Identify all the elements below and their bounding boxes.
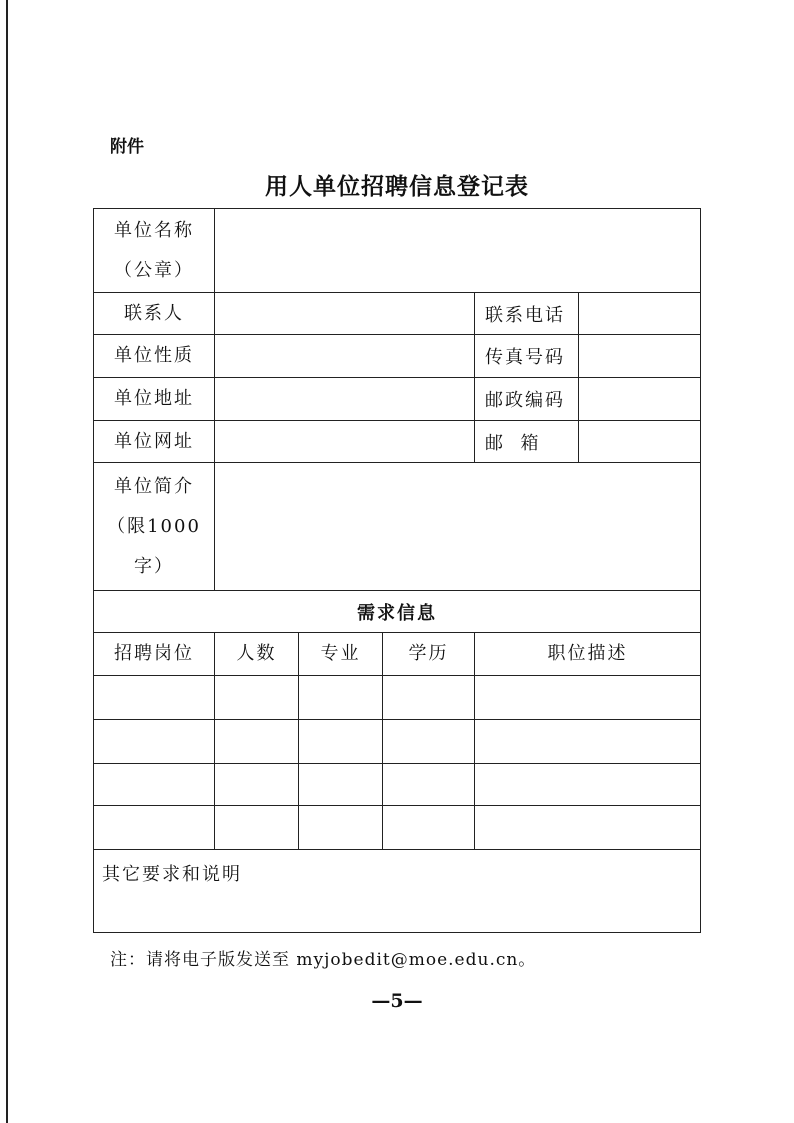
unit-nature-label: 单位性质 <box>94 335 215 378</box>
headcount-cell[interactable] <box>215 676 299 720</box>
row-demand-section <box>94 591 701 633</box>
headcount-cell[interactable] <box>215 720 299 764</box>
col-header-headcount: 人数 <box>215 633 299 676</box>
education-cell[interactable] <box>383 764 475 806</box>
major-cell[interactable] <box>299 720 383 764</box>
remarks-field[interactable] <box>94 850 701 933</box>
unit-name-seal-label: （公章） <box>114 259 194 281</box>
email-label: 邮 箱 <box>475 421 579 463</box>
major-cell[interactable] <box>299 806 383 850</box>
registration-form-table <box>93 208 701 933</box>
contact-person-field[interactable] <box>215 293 475 335</box>
unit-nature-field[interactable] <box>215 335 475 378</box>
contact-phone-label: 联系电话 <box>475 293 579 335</box>
page-number: —5— <box>371 990 423 1012</box>
row-unit-intro <box>94 463 701 591</box>
row-unit-website <box>94 421 701 463</box>
row-contact <box>94 293 701 335</box>
table-row <box>94 720 701 764</box>
fax-field[interactable] <box>579 335 701 378</box>
job-description-cell[interactable] <box>475 720 701 764</box>
position-cell[interactable] <box>94 806 215 850</box>
row-unit-name <box>94 209 701 293</box>
education-cell[interactable] <box>383 720 475 764</box>
row-unit-nature <box>94 335 701 378</box>
education-cell[interactable] <box>383 676 475 720</box>
table-row <box>94 806 701 850</box>
col-header-education: 学历 <box>383 633 475 676</box>
job-description-cell[interactable] <box>475 676 701 720</box>
contact-phone-field[interactable] <box>579 293 701 335</box>
unit-name-label: 单位名称 <box>114 219 194 241</box>
contact-person-label: 联系人 <box>94 293 215 335</box>
unit-intro-label-cell <box>94 463 215 591</box>
fax-label: 传真号码 <box>475 335 579 378</box>
unit-intro-limit-label-end: 字） <box>134 555 174 577</box>
col-header-job-description: 职位描述 <box>475 633 701 676</box>
headcount-cell[interactable] <box>215 764 299 806</box>
email-field[interactable] <box>579 421 701 463</box>
postal-code-label: 邮政编码 <box>475 378 579 421</box>
unit-intro-field[interactable] <box>215 463 701 591</box>
remarks-label: 其它要求和说明 <box>102 864 242 885</box>
unit-name-label-cell <box>94 209 215 293</box>
unit-website-field[interactable] <box>215 421 475 463</box>
unit-address-label: 单位地址 <box>94 378 215 421</box>
unit-intro-limit-label: （限1000 <box>107 515 201 537</box>
unit-address-field[interactable] <box>215 378 475 421</box>
col-header-position: 招聘岗位 <box>94 633 215 676</box>
major-cell[interactable] <box>299 764 383 806</box>
unit-name-field[interactable] <box>215 209 701 293</box>
table-row <box>94 764 701 806</box>
demand-section-title: 需求信息 <box>94 591 701 633</box>
position-cell[interactable] <box>94 676 215 720</box>
job-description-cell[interactable] <box>475 764 701 806</box>
form-title: 用人单位招聘信息登记表 <box>265 173 529 200</box>
job-description-cell[interactable] <box>475 806 701 850</box>
table-row <box>94 676 701 720</box>
education-cell[interactable] <box>383 806 475 850</box>
headcount-cell[interactable] <box>215 806 299 850</box>
row-unit-address <box>94 378 701 421</box>
major-cell[interactable] <box>299 676 383 720</box>
col-header-major: 专业 <box>299 633 383 676</box>
postal-code-field[interactable] <box>579 378 701 421</box>
row-demand-header <box>94 633 701 676</box>
position-cell[interactable] <box>94 720 215 764</box>
attachment-label: 附件 <box>110 137 144 157</box>
unit-intro-label: 单位简介 <box>114 475 194 497</box>
position-cell[interactable] <box>94 764 215 806</box>
submission-note: 注：请将电子版发送至 myjobedit@moe.edu.cn。 <box>110 950 537 970</box>
unit-website-label: 单位网址 <box>94 421 215 463</box>
row-remarks <box>94 850 701 933</box>
